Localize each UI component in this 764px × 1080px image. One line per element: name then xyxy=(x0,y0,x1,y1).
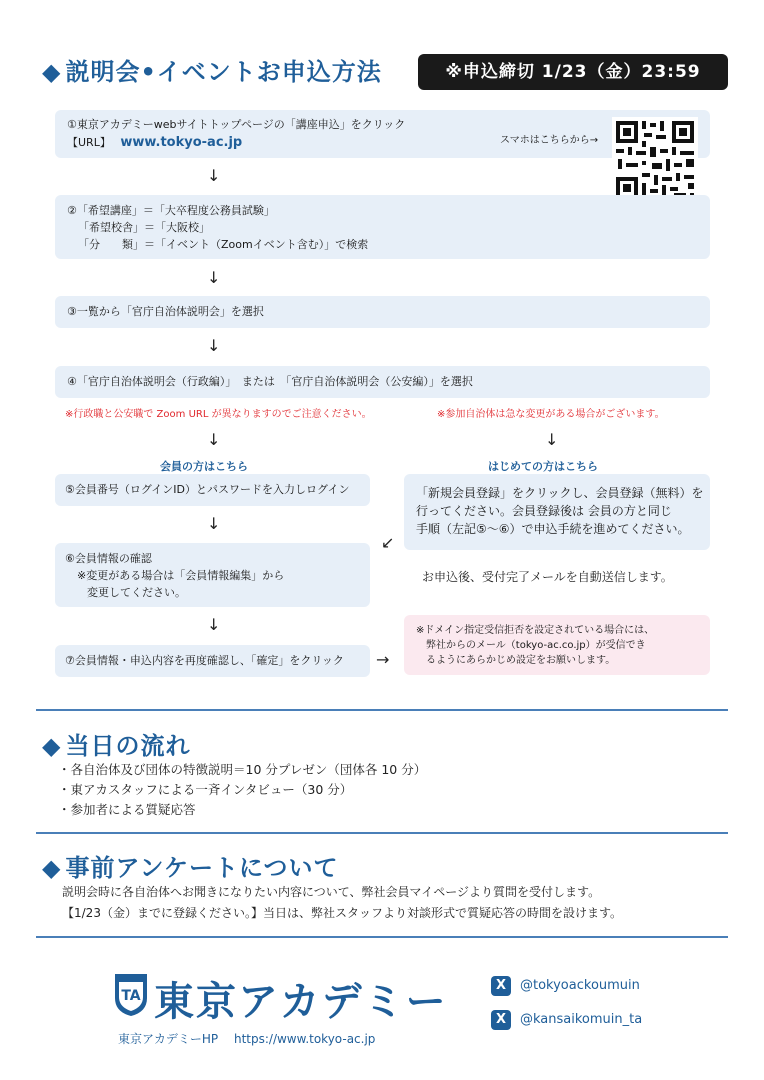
hp-label: 東京アカデミーHP xyxy=(118,1032,219,1046)
page-title-text: 説明会•イベントお申込方法 xyxy=(65,58,382,86)
arrow-down-icon: ↓ xyxy=(207,166,221,185)
flow-title xyxy=(42,726,190,761)
step-4-box xyxy=(55,366,710,398)
domain-note-box xyxy=(404,615,710,675)
x-social-icon[interactable]: X xyxy=(491,1010,511,1030)
arrow-down-icon: ↓ xyxy=(207,268,221,287)
url-label: 【URL】 xyxy=(67,136,111,149)
logo-text: 東京アカデミー xyxy=(154,979,448,1025)
divider xyxy=(36,709,728,711)
step-7-box xyxy=(55,645,370,677)
survey-title xyxy=(42,848,339,883)
step-7-text: ⑦会員情報・申込内容を再度確認し、「確定」をクリック xyxy=(65,654,344,667)
survey-title-text: 事前アンケートについて xyxy=(65,854,339,882)
note-zoom-url: ※行政職と公安職で Zoom URL が異なりますのでご注意ください。 xyxy=(65,409,372,420)
step-2-line: 「分 類」＝「イベント（Zoomイベント含む）」で検索 xyxy=(78,238,369,251)
qr-code[interactable] xyxy=(612,117,698,203)
step-6-box xyxy=(55,543,370,607)
divider xyxy=(36,832,728,834)
social-handle-1[interactable]: @tokyoackoumuin xyxy=(520,978,640,993)
step-5-box xyxy=(55,474,370,506)
step-3-text: ③一覧から「官庁自治体説明会」を選択 xyxy=(67,305,264,318)
arrow-down-icon: ↓ xyxy=(207,615,221,634)
diamond-icon: ◆ xyxy=(42,58,62,86)
domain-note-line: るようにあらかじめ設定をお願いします。 xyxy=(426,655,616,666)
arrow-down-icon: ↓ xyxy=(545,430,559,449)
new-user-line: 手順（左記⑤〜⑥）で申込手続を進めてください。 xyxy=(416,522,690,536)
hp-row xyxy=(118,1030,375,1047)
arrow-down-icon: ↓ xyxy=(207,514,221,533)
survey-line: 説明会時に各自治体へお聞きになりたい内容について、弊社会員マイページより質問を受付します。 xyxy=(62,885,601,899)
new-user-label: はじめての方はこちら xyxy=(488,460,598,473)
step-6-line: ⑥会員情報の確認 xyxy=(65,552,152,565)
new-user-box xyxy=(404,474,710,550)
auto-mail-text: お申込後、受付完了メールを自動送信します。 xyxy=(422,570,673,584)
diamond-icon: ◆ xyxy=(42,732,62,760)
new-user-line: 「新規会員登録」をクリックし、会員登録（無料）を xyxy=(416,486,704,500)
arrow-down-icon: ↓ xyxy=(207,430,221,449)
step-2-line: 「希望校舎」＝「大阪校」 xyxy=(78,221,210,234)
flow-title-text: 当日の流れ xyxy=(65,732,191,760)
flow-item: ・東アカスタッフによる一斉インタビュー（30 分） xyxy=(58,782,353,797)
step-1-text: ①東京アカデミーwebサイトトップページの「講座申込」をクリック xyxy=(67,118,406,131)
flow-item: ・各自治体及び団体の特徴説明＝10 分プレゼン（団体各 10 分） xyxy=(58,762,427,777)
arrow-right-icon: → xyxy=(376,650,390,669)
hp-url-link[interactable]: https://www.tokyo-ac.jp xyxy=(233,1032,376,1046)
diamond-icon: ◆ xyxy=(42,854,62,882)
smartphone-label: スマホはこちらから→ xyxy=(500,135,599,146)
academy-emblem xyxy=(113,972,149,1018)
step-6-line: ※変更がある場合は「会員情報編集」から xyxy=(77,569,285,582)
deadline-badge: ※申込締切 1/23（金）23:59 xyxy=(418,54,728,90)
step-2-box xyxy=(55,195,710,259)
arrow-down-icon: ↓ xyxy=(207,336,221,355)
emblem-text: TA xyxy=(121,988,141,1004)
flow-item: ・参加者による質疑応答 xyxy=(58,802,196,817)
domain-note-line: ※ドメイン指定受信拒否を設定されている場合には、 xyxy=(416,625,655,636)
domain-note-line: 弊社からのメール（tokyo-ac.co.jp）が受信でき xyxy=(426,640,646,651)
flow-list xyxy=(58,760,426,820)
step-3-box xyxy=(55,296,710,328)
step-2-line: ②「希望講座」＝「大卒程度公務員試験」 xyxy=(67,204,275,217)
divider xyxy=(36,936,728,938)
arrow-diagonal-icon: ↙ xyxy=(381,533,395,552)
site-url-link[interactable]: www.tokyo-ac.jp xyxy=(120,135,243,150)
step-4-text: ④「官庁自治体説明会（行政編）」 または 「官庁自治体説明会（公安編）」を選択 xyxy=(67,375,473,388)
member-label: 会員の方はこちら xyxy=(160,460,248,473)
qr-code-icon xyxy=(612,117,698,203)
new-user-line: 行ってください。会員登録後は 会員の方と同じ xyxy=(416,504,672,518)
social-handle-2[interactable]: @kansaikomuin_ta xyxy=(520,1012,643,1027)
page-title xyxy=(42,52,382,87)
note-change: ※参加自治体は急な変更がある場合がございます。 xyxy=(437,409,665,420)
step-6-line: 変更してください。 xyxy=(87,586,186,599)
step-5-text: ⑤会員番号（ログインID）とパスワードを入力しログイン xyxy=(65,483,350,496)
survey-line: 【1/23（金）までに登録ください。】当日は、弊社スタッフより対談形式で質疑応答の時間を設けます。 xyxy=(62,906,622,920)
step-1-url-row xyxy=(67,134,698,151)
x-social-icon[interactable]: X xyxy=(491,976,511,996)
